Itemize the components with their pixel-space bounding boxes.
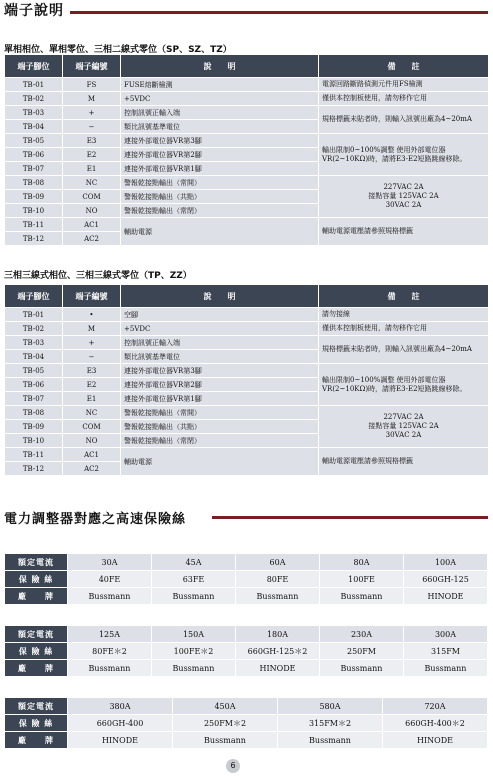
- terminal-code: M: [63, 322, 121, 336]
- remark-note: 輔助電源電壓請參照規格標籤: [319, 448, 489, 476]
- terminal-desc: 輔助電源: [121, 218, 319, 246]
- fuse-cell: 660GH-125＊2: [236, 643, 320, 660]
- fuse-row-label: 保 險 絲: [5, 715, 68, 732]
- fuse-cell: Bussmann: [404, 660, 488, 677]
- column-header: 備 註: [319, 285, 489, 308]
- fuse-cell: Bussmann: [320, 588, 404, 605]
- terminal-pin: TB-08: [5, 406, 63, 420]
- fuse-cell: 720A: [383, 698, 488, 715]
- terminal-desc: 連接外部電位器VR第2腳: [121, 148, 319, 162]
- terminal-pin: TB-01: [5, 308, 63, 322]
- terminal-desc: +5VDC: [121, 92, 319, 106]
- terminal-code: FS: [63, 78, 121, 92]
- fuse-table-2: [4, 625, 488, 677]
- note-line: 30VAC 2A: [385, 201, 422, 209]
- table-header-row: [5, 55, 489, 78]
- terminal-code: •: [63, 308, 121, 322]
- fuse-cell: 40FE: [68, 571, 152, 588]
- terminal-desc: 警報乾接點輸出（常開）: [121, 406, 319, 420]
- table-row: [5, 364, 489, 378]
- terminal-pin: TB-01: [5, 78, 63, 92]
- terminal-code: +: [63, 106, 121, 120]
- column-header: 端子腳位: [5, 55, 63, 78]
- fuse-cell: 315FM＊2: [278, 715, 383, 732]
- fuse-table-1: [4, 553, 488, 605]
- terminal-code: +: [63, 336, 121, 350]
- table-row: [5, 106, 489, 120]
- terminal-pin: TB-03: [5, 106, 63, 120]
- remark-note: 輸出限制0~100%調整 使用外部電位器VR(2~10KΩ)時，請將E3-E2短路跳線移除。: [319, 134, 489, 176]
- terminal-desc: 輔助電源: [121, 448, 319, 476]
- terminal-code: E1: [63, 392, 121, 406]
- terminal-desc: 警報乾接點輸出（常開）: [121, 176, 319, 190]
- terminal-pin: TB-04: [5, 350, 63, 364]
- fuse-row-fuse: [5, 715, 488, 732]
- note-line: 接點容量 125VAC 2A: [368, 192, 439, 200]
- fuse-row-label: 廠 牌: [5, 588, 68, 605]
- fuse-cell: HINODE: [383, 732, 488, 749]
- fuse-cell: 80A: [320, 554, 404, 571]
- table-row: [5, 92, 489, 106]
- table-row: [5, 78, 489, 92]
- remark-note: 輔助電源電壓請參照規格標籤: [319, 218, 489, 246]
- fuse-row-current: [5, 698, 488, 715]
- terminal-desc: 類比訊號基準電位: [121, 120, 319, 134]
- remark-note: 僅供本控制板使用，請勿移作它用: [319, 92, 489, 106]
- fuse-row-brand: [5, 732, 488, 749]
- fuse-cell: 300A: [404, 626, 488, 643]
- remark-note: 僅供本控制板使用，請勿移作它用: [319, 322, 489, 336]
- fuse-cell: Bussmann: [152, 660, 236, 677]
- table-row: [5, 176, 489, 190]
- terminal-code: COM: [63, 190, 121, 204]
- fuse-row-fuse: [5, 643, 488, 660]
- fuse-cell: 30A: [68, 554, 152, 571]
- terminal-desc: 連接外部電位器VR第3腳: [121, 134, 319, 148]
- fuse-cell: 60A: [236, 554, 320, 571]
- fuse-cell: 100FE: [320, 571, 404, 588]
- fuse-cell: HINODE: [236, 660, 320, 677]
- terminal-code: AC2: [63, 232, 121, 246]
- fuse-cell: 100A: [404, 554, 488, 571]
- fuse-cell: Bussmann: [173, 732, 278, 749]
- contact-capacity-note: [319, 406, 489, 448]
- fuse-cell: 315FM: [404, 643, 488, 660]
- terminal-desc: +5VDC: [121, 322, 319, 336]
- contact-capacity-note: [319, 176, 489, 218]
- fuse-cell: 100FE＊2: [152, 643, 236, 660]
- terminal-code: NO: [63, 434, 121, 448]
- terminal-desc: 連接外部電位器VR第2腳: [121, 378, 319, 392]
- section1-subtitle: 單相相位、單相零位、三相二線式零位（SP、SZ、TZ）: [4, 45, 232, 55]
- table-row: [5, 218, 489, 232]
- terminal-pin: TB-11: [5, 218, 63, 232]
- terminal-desc: 警報乾接點輸出（常閉）: [121, 204, 319, 218]
- fuse-cell: 230A: [320, 626, 404, 643]
- terminal-code: E2: [63, 378, 121, 392]
- table-row: [5, 406, 489, 420]
- fuse-row-brand: [5, 660, 488, 677]
- fuse-cell: Bussmann: [68, 660, 152, 677]
- terminal-table-1: [4, 54, 489, 246]
- terminal-pin: TB-03: [5, 336, 63, 350]
- table-row: [5, 448, 489, 462]
- terminal-code: E3: [63, 364, 121, 378]
- note-line: 接點容量 125VAC 2A: [368, 422, 439, 430]
- terminal-pin: TB-11: [5, 448, 63, 462]
- column-header: 端子腳位: [5, 285, 63, 308]
- fuse-row-label: 廠 牌: [5, 660, 68, 677]
- terminal-pin: TB-02: [5, 322, 63, 336]
- section2-subtitle: 三相三線式相位、三相三線式零位（TP、ZZ）: [4, 271, 192, 281]
- fuse-row-label: 廠 牌: [5, 732, 68, 749]
- table-row: [5, 336, 489, 350]
- note-line: 227VAC 2A: [383, 413, 424, 421]
- terminal-desc: 連接外部電位器VR第3腳: [121, 364, 319, 378]
- terminal-desc: 類比訊號基準電位: [121, 350, 319, 364]
- column-header: 端子編號: [63, 285, 121, 308]
- terminal-pin: TB-02: [5, 92, 63, 106]
- terminal-desc: 警報乾接點輸出（常閉）: [121, 434, 319, 448]
- fuse-table-3: [4, 697, 488, 749]
- fuse-row-label: 保 險 絲: [5, 643, 68, 660]
- fuse-section-title: 電力調整器對應之高速保險絲: [4, 512, 187, 527]
- terminal-code: AC1: [63, 218, 121, 232]
- terminal-code: AC2: [63, 462, 121, 476]
- fuse-cell: 180A: [236, 626, 320, 643]
- fuse-cell: 150A: [152, 626, 236, 643]
- note-line: 30VAC 2A: [385, 431, 422, 439]
- note-line: 227VAC 2A: [383, 183, 424, 191]
- terminal-code: E1: [63, 162, 121, 176]
- column-header: 說 明: [121, 285, 319, 308]
- terminal-pin: TB-09: [5, 190, 63, 204]
- terminal-desc: FUSE熔斷檢測: [121, 78, 319, 92]
- remark-note: 輸出限制0~100%調整 使用外部電位器VR(2~10KΩ)時，請將E3-E2短路跳線移除。: [319, 364, 489, 406]
- fuse-row-current: [5, 626, 488, 643]
- terminal-desc: 連接外部電位器VR第1腳: [121, 162, 319, 176]
- terminal-pin: TB-04: [5, 120, 63, 134]
- fuse-cell: Bussmann: [236, 588, 320, 605]
- terminal-code: COM: [63, 420, 121, 434]
- fuse-cell: HINODE: [404, 588, 488, 605]
- fuse-cell: 580A: [278, 698, 383, 715]
- terminal-desc: 控制訊號正輸入端: [121, 106, 319, 120]
- fuse-row-label: 額定電流: [5, 554, 68, 571]
- remark-note: 規格標籤未貼者時，則輸入訊號出廠為4~20mA: [319, 336, 489, 364]
- terminal-code: NC: [63, 406, 121, 420]
- fuse-cell: 125A: [68, 626, 152, 643]
- page-number: 6: [226, 759, 240, 773]
- fuse-cell: 660GH-125: [404, 571, 488, 588]
- title-rule: [70, 11, 488, 14]
- remark-note: 規格標籤未貼者時，則輸入訊號出廠為4~20mA: [319, 106, 489, 134]
- terminal-desc: 連接外部電位器VR第1腳: [121, 392, 319, 406]
- fuse-cell: 450A: [173, 698, 278, 715]
- terminal-pin: TB-10: [5, 434, 63, 448]
- fuse-cell: 80FE: [236, 571, 320, 588]
- page-title: 端子說明: [4, 3, 64, 19]
- fuse-cell: 45A: [152, 554, 236, 571]
- terminal-code: NO: [63, 204, 121, 218]
- column-header: 端子編號: [63, 55, 121, 78]
- column-header: 備 註: [319, 55, 489, 78]
- fuse-cell: Bussmann: [152, 588, 236, 605]
- table-header-row: [5, 285, 489, 308]
- table-row: [5, 134, 489, 148]
- fuse-cell: 660GH-400＊2: [383, 715, 488, 732]
- column-header: 說 明: [121, 55, 319, 78]
- fuse-row-current: [5, 554, 488, 571]
- terminal-pin: TB-10: [5, 204, 63, 218]
- remark-note: 請勿接線: [319, 308, 489, 322]
- terminal-pin: TB-05: [5, 134, 63, 148]
- terminal-code: E3: [63, 134, 121, 148]
- fuse-cell: 250FM: [320, 643, 404, 660]
- fuse-cell: 63FE: [152, 571, 236, 588]
- fuse-cell: 80FE＊2: [68, 643, 152, 660]
- fuse-row-label: 額定電流: [5, 698, 68, 715]
- fuse-cell: 660GH-400: [68, 715, 173, 732]
- remark-note: 電源回路斷路偵測元件用FS檢測: [319, 78, 489, 92]
- terminal-pin: TB-05: [5, 364, 63, 378]
- fuse-cell: Bussmann: [320, 660, 404, 677]
- terminal-pin: TB-08: [5, 176, 63, 190]
- terminal-desc: 控制訊號正輸入端: [121, 336, 319, 350]
- fuse-row-brand: [5, 588, 488, 605]
- terminal-pin: TB-12: [5, 462, 63, 476]
- terminal-desc: 空腳: [121, 308, 319, 322]
- terminal-table-2: [4, 284, 489, 476]
- terminal-code: AC1: [63, 448, 121, 462]
- terminal-desc: 警報乾接點輸出（共點）: [121, 190, 319, 204]
- terminal-pin: TB-07: [5, 162, 63, 176]
- fuse-cell: Bussmann: [68, 588, 152, 605]
- terminal-code: −: [63, 350, 121, 364]
- fuse-row-fuse: [5, 571, 488, 588]
- terminal-pin: TB-12: [5, 232, 63, 246]
- fuse-cell: Bussmann: [278, 732, 383, 749]
- fuse-row-label: 額定電流: [5, 626, 68, 643]
- terminal-pin: TB-06: [5, 148, 63, 162]
- fuse-cell: 250FM＊2: [173, 715, 278, 732]
- fuse-row-label: 保 險 絲: [5, 571, 68, 588]
- terminal-code: M: [63, 92, 121, 106]
- fuse-cell: HINODE: [68, 732, 173, 749]
- terminal-code: −: [63, 120, 121, 134]
- fuse-cell: 380A: [68, 698, 173, 715]
- terminal-code: E2: [63, 148, 121, 162]
- table-row: [5, 308, 489, 322]
- table-row: [5, 322, 489, 336]
- terminal-pin: TB-07: [5, 392, 63, 406]
- terminal-pin: TB-06: [5, 378, 63, 392]
- terminal-desc: 警報乾接點輸出（共點）: [121, 420, 319, 434]
- fuse-title-rule: [212, 516, 488, 519]
- terminal-code: NC: [63, 176, 121, 190]
- terminal-pin: TB-09: [5, 420, 63, 434]
